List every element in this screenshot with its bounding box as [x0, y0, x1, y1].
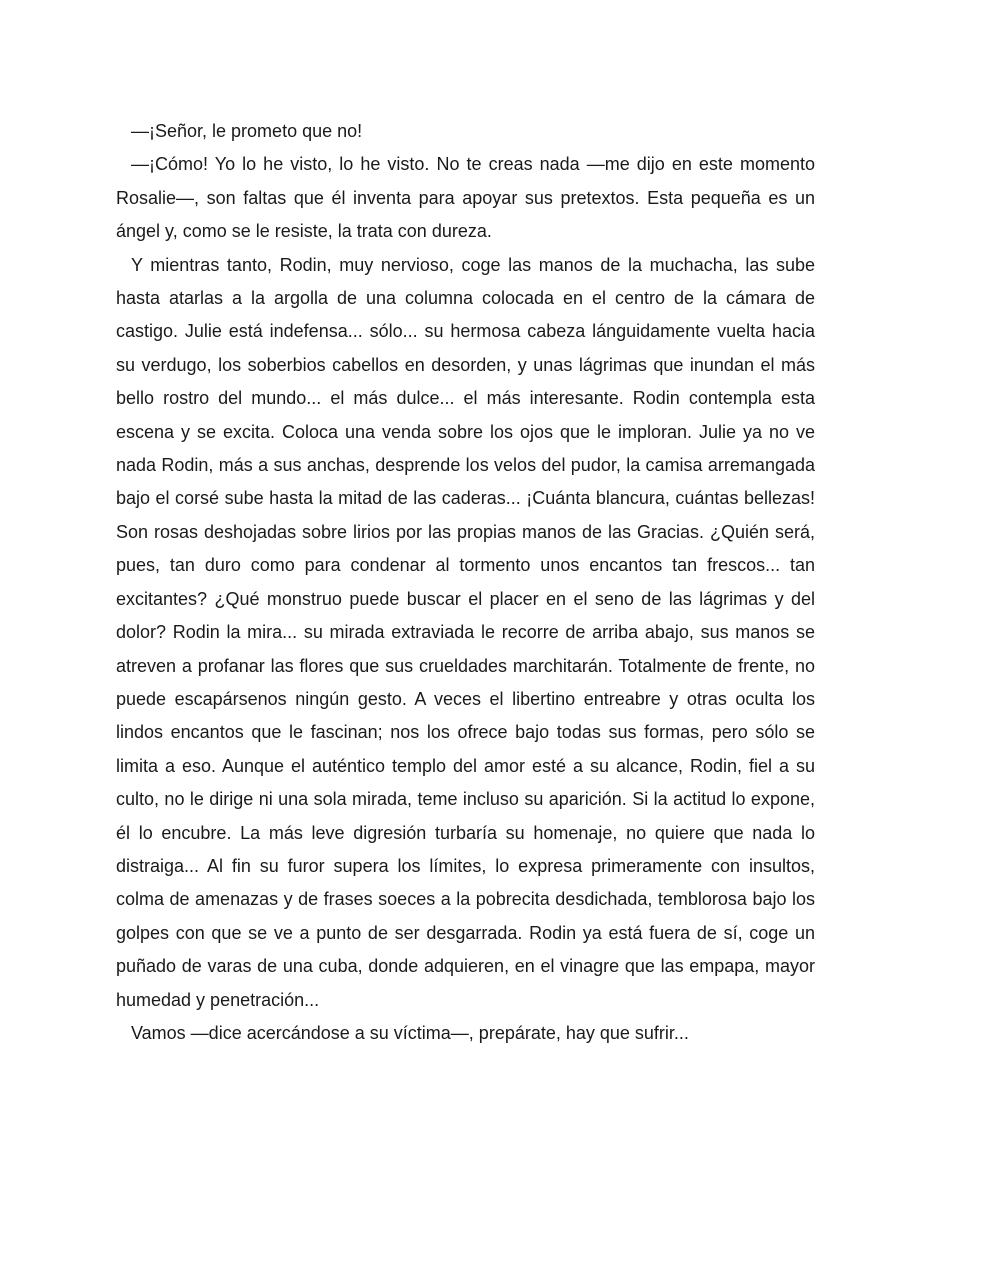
paragraph-narration: Y mientras tanto, Rodin, muy nervioso, coge las manos de la muchacha, las sube hasta atarlas a la argolla de una columna colocada en el centro de la cámara de castigo. Julie está indefensa... sólo... su hermosa cabeza lánguidamente vuelta hacia su verdugo, los soberbios cabellos en desorden, y unas lágrimas que inundan el más bello rostro del mundo... el más dulce... el más interesante. Rodin contempla esta escena y se excita. Coloca una venda sobre los ojos que le imploran. Julie ya no ve nada Rodin, más a sus anchas, desprende los velos del pudor, la camisa arremangada bajo el corsé sube hasta la mitad de las caderas... ¡Cuánta blancura, cuántas bellezas! Son rosas deshojadas sobre lirios por las propias manos de las Gracias. ¿Quién será, pues, tan duro como para condenar al tormento unos encantos tan frescos... tan excitantes? ¿Qué monstruo puede buscar el placer en el seno de las lágrimas y del dolor? Rodin la mira... su mirada extraviada le recorre de arriba abajo, sus manos se atreven a profanar las flores que sus crueldades marchitarán. Totalmente de frente, no puede escapársenos ningún gesto. A veces el libertino entreabre y otras oculta los lindos encantos que le fascinan; nos los ofrece bajo todas sus formas, pero sólo se limita a eso. Aunque el auténtico templo del amor esté a su alcance, Rodin, fiel a su culto, no le dirige ni una sola mirada, teme incluso su aparición. Si la actitud lo expone, él lo encubre. La más leve digresión turbaría su homenaje, no quiere que nada lo distraiga... Al fin su furor supera los límites, lo expresa primeramente con insultos, colma de amenazas y de frases soeces a la pobrecita desdichada, temblorosa bajo los golpes con que se ve a punto de ser desgarrada. Rodin ya está fuera de sí, coge un puñado de varas de una cuba, donde adquieren, en el vinagre que las empapa, mayor humedad y penetración... — [116, 254, 815, 1010]
paragraph-dialogue-1: —¡Señor, le prometo que no! — [131, 121, 363, 141]
paragraph-dialogue-2: —¡Cómo! Yo lo he visto, lo he visto. No te creas nada —me dijo en este momento Rosalie—, son faltas que él inventa para apoyar sus pretextos. Esta pequeña es un ángel y, como se le resiste, la trata con dureza. — [116, 154, 815, 242]
paragraph-dialogue-3: Vamos —dice acercándose a su víctima—, prepárate, hay que sufrir... — [131, 1022, 689, 1043]
document-page — [116, 115, 815, 1050]
